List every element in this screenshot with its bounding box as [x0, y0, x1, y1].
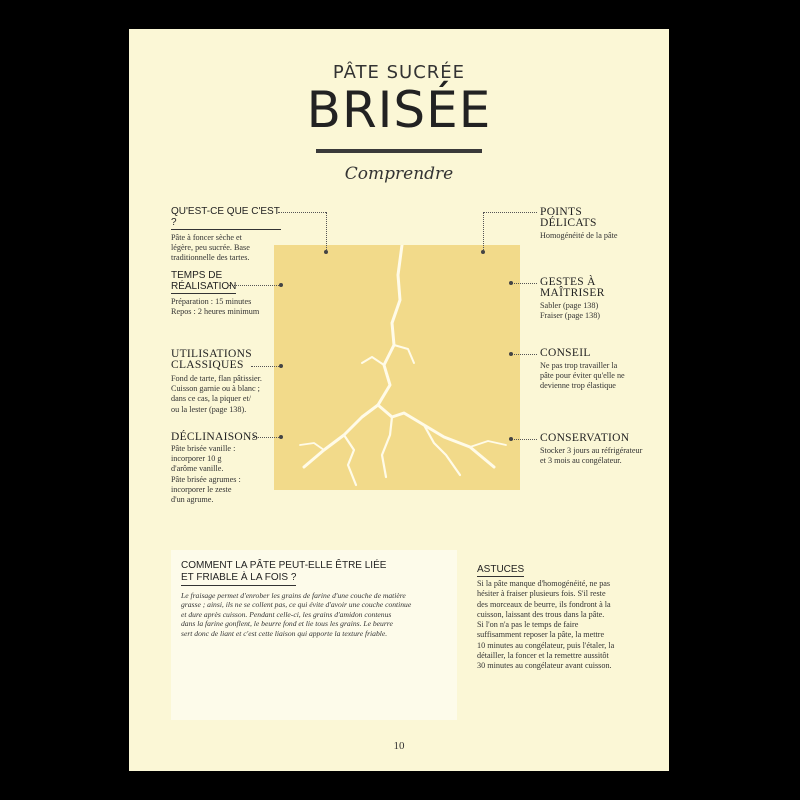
tips-line: des morceaux de beurre, ils fondront à la	[477, 599, 611, 609]
connector-dot	[509, 281, 513, 285]
recipe-subtitle: PÂTE SUCRÉE	[332, 62, 466, 83]
book-page	[129, 29, 669, 771]
annotation-line: d'un agrume.	[171, 495, 214, 505]
connector-right-2	[511, 283, 537, 284]
annotation-line: Préparation : 15 minutes	[171, 297, 252, 306]
question-box	[171, 550, 457, 720]
annotation-title: TEMPS DE	[171, 270, 223, 281]
dough-illustration	[274, 245, 520, 490]
question-title: COMMENT LA PÂTE PEUT-ELLE ÊTRE LIÉE	[181, 560, 387, 571]
tips-section	[477, 564, 657, 672]
tips-title: ASTUCES	[477, 564, 525, 575]
question-line: sert donc de liant et c'est cette liaison qui apporte la texture friable.	[181, 628, 388, 638]
annotation-line: traditionnelle des tartes.	[171, 253, 250, 263]
annotation-title: DÉCLINAISONS	[171, 431, 259, 443]
annotation-title: MAÎTRISER	[540, 287, 605, 299]
annotation-line: Repos : 2 heures minimum	[171, 307, 260, 317]
annotation-variations	[171, 432, 281, 505]
annotation-title: CLASSIQUES	[171, 359, 244, 371]
annotation-line: incorporer 10 g	[171, 454, 222, 464]
annotation-line: devienne trop élastique	[540, 381, 616, 391]
annotation-line: et 3 mois au congélateur.	[540, 456, 622, 466]
tips-line: hésiter à fraiser plusieurs fois. S'il reste	[477, 589, 606, 599]
recipe-title: BRISÉE	[306, 81, 492, 139]
connector-left-1-vertical	[326, 212, 327, 252]
connector-dot	[481, 250, 485, 254]
question-line: et dure après cuisson. Pendant celle-ci, les grains d'amidon contenus	[181, 609, 392, 619]
annotation-line: incorporer le zeste	[171, 484, 232, 494]
annotation-line: Homogénéité de la pâte	[540, 231, 618, 240]
annotation-line: Pâte brisée vanille :	[171, 444, 236, 453]
tips-line: cuisson, laissant des trous dans la pâte.	[477, 609, 605, 619]
annotation-time	[171, 270, 281, 317]
page-number: 10	[393, 740, 405, 752]
annotation-title: CONSERVATION	[540, 432, 630, 444]
annotation-line: légère, peu sucrée. Base	[171, 243, 250, 253]
annotation-line: Stocker 3 jours au réfrigérateur	[540, 446, 643, 455]
annotation-title: DÉLICATS	[540, 217, 597, 229]
connector-dot	[509, 437, 513, 441]
annotation-line: Pâte brisée agrumes :	[171, 474, 241, 484]
section-heading: Comprendre	[344, 164, 454, 184]
question-line: grasse ; ainsi, ils ne se collent pas, ce qui évite d'avoir une couche continue	[181, 600, 412, 610]
annotation-delicate-points	[540, 207, 660, 241]
annotation-line: Fond de tarte, flan pâtissier.	[171, 374, 262, 383]
annotation-techniques	[540, 277, 660, 321]
connector-dot	[324, 250, 328, 254]
annotation-what-is-it	[171, 206, 281, 264]
tips-line: suffisamment reposer la pâte, la mettre	[477, 630, 605, 640]
tips-line: 10 minutes au congélateur, puis l'étaler, la	[477, 640, 615, 650]
connector-right-4	[511, 439, 537, 440]
annotation-advice	[540, 348, 660, 392]
annotation-title: UTILISATIONS	[171, 348, 252, 360]
annotation-uses	[171, 349, 281, 415]
annotation-line: Cuisson garnie ou à blanc ;	[171, 384, 260, 394]
annotation-line: Pâte à foncer sèche et	[171, 233, 242, 242]
crack-lines	[274, 245, 520, 490]
question-title: ET FRIABLE À LA FOIS ?	[181, 572, 296, 586]
annotation-line: ou la lester (page 138).	[171, 404, 247, 414]
tips-line: Si l'on n'a pas le temps de faire	[477, 620, 579, 630]
annotation-line: Ne pas trop travailler la	[540, 361, 618, 370]
question-line: dans la farine gonflent, le beurre fond et lie tous les grains. Le beurre	[181, 619, 393, 629]
connector-right-3	[511, 354, 537, 355]
annotation-title: GESTES À	[540, 276, 596, 288]
title-rule	[316, 149, 482, 153]
connector-dot	[509, 352, 513, 356]
annotation-title: POINTS	[540, 206, 583, 218]
annotation-line: d'arôme vanille.	[171, 464, 224, 474]
connector-left-1	[278, 212, 326, 213]
tips-line: Si la pâte manque d'homogénéité, ne pas	[477, 579, 611, 588]
annotation-line: dans ce cas, la piquer et/	[171, 394, 252, 404]
tips-line: détailler, la foncer et la remettre aussitôt	[477, 651, 609, 661]
annotation-line: Fraiser (page 138)	[540, 311, 601, 321]
annotation-line: pâte pour éviter qu'elle ne	[540, 371, 625, 381]
annotation-title: QU'EST-CE QUE C'EST ?	[171, 206, 280, 228]
tips-line: 30 minutes au congélateur avant cuisson.	[477, 661, 612, 671]
annotation-storage	[540, 433, 665, 466]
annotation-title: CONSEIL	[540, 347, 591, 359]
question-line: Le fraisage permet d'enrober les grains de farine d'une couche de matière	[181, 591, 406, 600]
annotation-line: Sabler (page 138)	[540, 301, 599, 310]
annotation-title: RÉALISATION	[171, 281, 237, 292]
connector-right-1	[483, 212, 537, 213]
connector-right-1-vertical	[483, 212, 484, 252]
